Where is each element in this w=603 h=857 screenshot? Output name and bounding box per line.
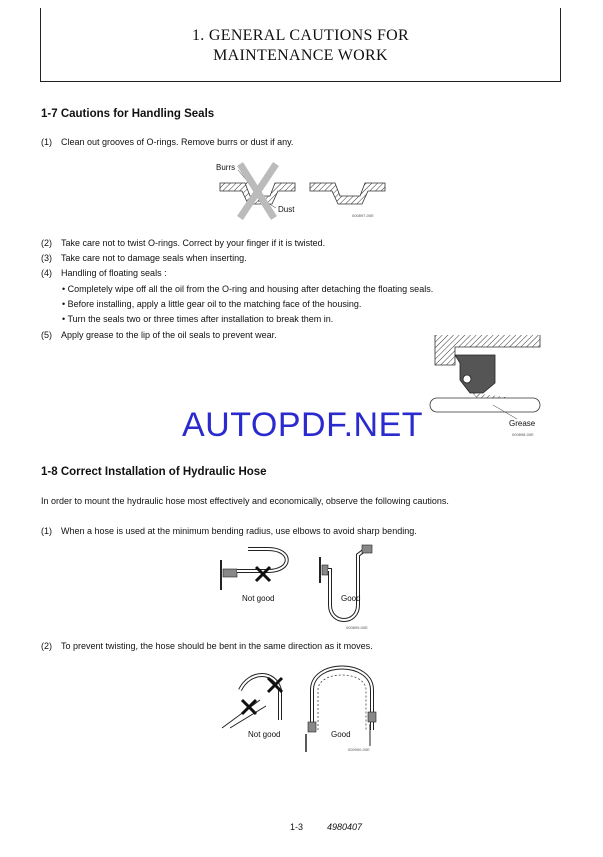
burrs-label: Burrs (216, 163, 236, 172)
oring-groove-figure (210, 158, 410, 228)
item-number: (2) (41, 238, 52, 248)
list-item (41, 137, 561, 148)
item-number: (2) (41, 641, 52, 651)
item-text: Clean out grooves of O-rings. Remove burrs or dust if any. (61, 137, 294, 147)
item-text: When a hose is used at the minimum bending radius, use elbows to avoid sharp bending. (61, 526, 417, 536)
section-heading-1-7: 1-7 Cautions for Handling Seals (41, 108, 215, 120)
page-title (41, 26, 560, 66)
figure-code: 000898-00E (512, 432, 534, 437)
title-box (40, 8, 561, 82)
item-number: (1) (41, 137, 52, 147)
document-number: 4980407 (327, 822, 363, 832)
hose-bending-figure (218, 545, 388, 635)
title-line-1: 1. GENERAL CAUTIONS FOR (192, 27, 409, 44)
good-label: Good (341, 594, 361, 603)
list-item (41, 238, 561, 249)
bullet-item: • Completely wipe off all the oil from the O-ring and housing after detaching the floating seals. (62, 284, 434, 294)
not-good-label: Not good (242, 594, 275, 603)
figure-code: 000897-00E (352, 213, 374, 218)
title-line-2: MAINTENANCE WORK (213, 47, 388, 64)
item-text: Handling of floating seals : (61, 268, 167, 278)
item-text: Take care not to twist O-rings. Correct by your finger if it is twisted. (61, 238, 326, 248)
list-item (41, 253, 561, 264)
grease-label: Grease (509, 419, 536, 428)
section-intro: In order to mount the hydraulic hose most effectively and economically, observe the following cautions. (41, 496, 449, 506)
figure-code: 000900-00E (348, 747, 370, 752)
item-number: (1) (41, 526, 52, 536)
bullet-item: • Before installing, apply a little gear oil to the matching face of the housing. (62, 299, 362, 309)
section-heading-1-8: 1-8 Correct Installation of Hydraulic Hose (41, 466, 267, 478)
not-good-label: Not good (248, 730, 281, 739)
item-text: Apply grease to the lip of the oil seals to prevent wear. (61, 330, 277, 340)
figure-code: 000899-00E (346, 625, 368, 630)
good-label: Good (331, 730, 351, 739)
list-item (41, 641, 561, 652)
oil-seal-figure (425, 335, 555, 435)
list-item (41, 268, 561, 279)
hose-twisting-figure (220, 660, 390, 760)
item-text: Take care not to damage seals when inserting. (61, 253, 247, 263)
page-number: 1-3 (290, 822, 304, 832)
bullet-item: • Turn the seals two or three times after installation to break them in. (62, 314, 334, 324)
item-number: (5) (41, 330, 52, 340)
list-item (41, 526, 561, 537)
dust-label: Dust (278, 205, 295, 214)
item-number: (3) (41, 253, 52, 263)
item-number: (4) (41, 268, 52, 278)
item-text: To prevent twisting, the hose should be bent in the same direction as it moves. (61, 641, 373, 651)
watermark: AUTOPDF.NET (182, 406, 424, 444)
